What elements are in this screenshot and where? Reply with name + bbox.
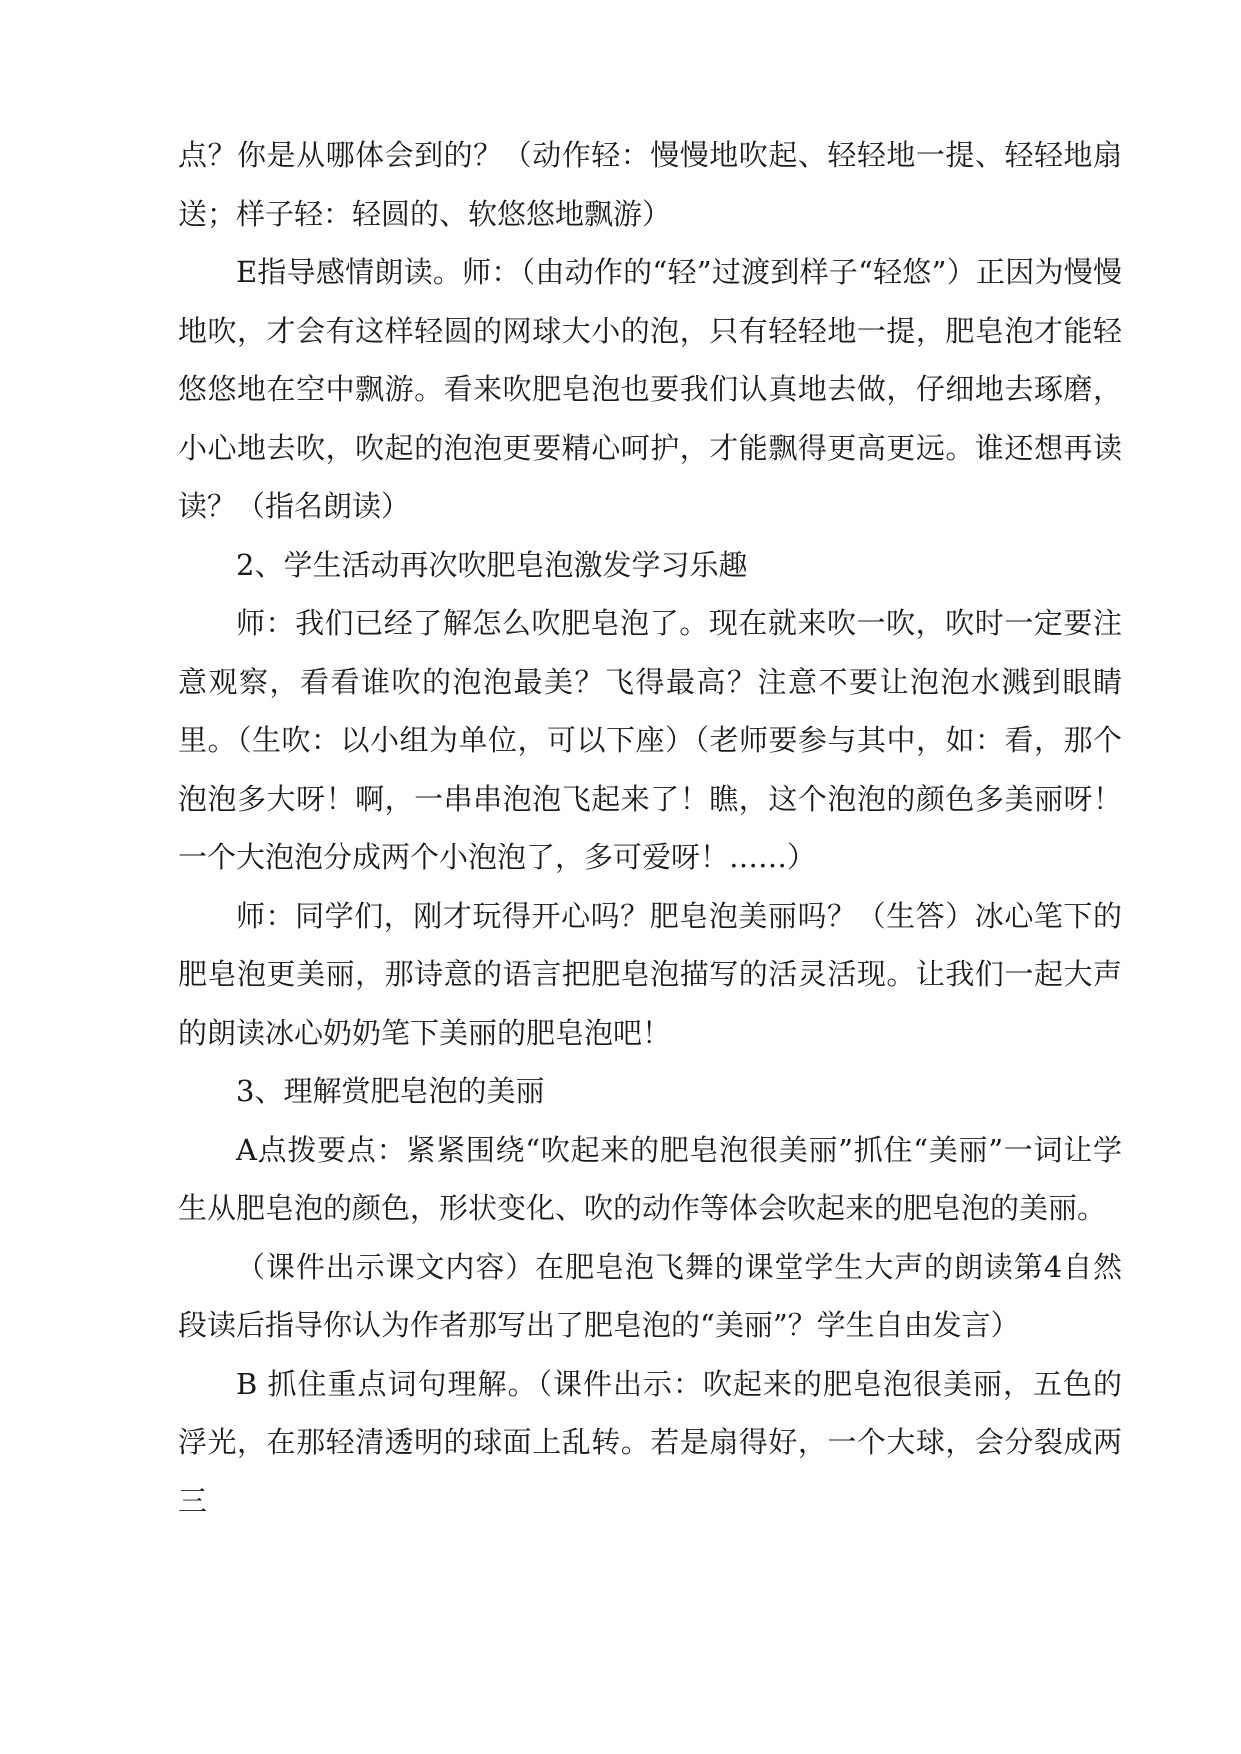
paragraph-continuation: 点？你是从哪体会到的？（动作轻：慢慢地吹起、轻轻地一提、轻轻地扇送；样子轻：轻圆的、软悠悠地飘游） bbox=[178, 138, 1122, 231]
paragraph-teacher-blow-bubbles: 师：我们已经了解怎么吹肥皂泡了。现在就来吹一吹，吹时一定要注意观察，看看谁吹的泡泡最美？飞得最高？注意不要让泡泡水溅到眼睛里。（生吹：以小组为单位，可以下座）（老师要参与其中，如：看，那个泡泡多大呀！啊，一串串泡泡飞起来了！瞧，这个泡泡的颜色多美丽呀！一个大泡泡分成两个小泡泡了，多可爱呀！……） bbox=[178, 606, 1122, 874]
section-heading-2: 2、学生活动再次吹肥皂泡激发学习乐趣 bbox=[236, 547, 748, 582]
paragraph-b-key-sentences: B 抓住重点词句理解。（课件出示：吹起来的肥皂泡很美丽，五色的浮光，在那轻清透明的球面上乱转。若是扇得好，一个大球，会分裂成两三 bbox=[178, 1366, 1122, 1518]
paragraph-e-emotional-reading: E指导感情朗读。师：（由动作的“轻”过渡到样子“轻悠”）正因为慢慢地吹，才会有这样轻圆的网球大小的泡，只有轻轻地一提，肥皂泡才能轻悠悠地在空中飘游。看来吹肥皂泡也要我们认真地去做，仔细地去琢磨，小心地去吹，吹起的泡泡更要精心呵护，才能飘得更高更远。谁还想再读读？（指名朗读） bbox=[178, 255, 1122, 523]
section-heading-3: 3、理解赏肥皂泡的美丽 bbox=[236, 1074, 545, 1108]
paragraph-teacher-happy: 师：同学们，刚才玩得开心吗？肥皂泡美丽吗？（生答）冰心笔下的肥皂泡更美丽，那诗意的语言把肥皂泡描写的活灵活现。让我们一起大声的朗读冰心奶奶笔下美丽的肥皂泡吧！ bbox=[178, 898, 1122, 1050]
document-body bbox=[178, 126, 1122, 1530]
paragraph-a-key-points: A点拨要点：紧紧围绕“吹起来的肥皂泡很美丽”抓住“美丽”一词让学生从肥皂泡的颜色，形状变化、吹的动作等体会吹起来的肥皂泡的美丽。 bbox=[178, 1132, 1122, 1225]
paragraph-courseware-text: （课件出示课文内容）在肥皂泡飞舞的课堂学生大声的朗读第4自然段读后指导你认为作者那写出了肥皂泡的“美丽”？学生自由发言） bbox=[178, 1249, 1122, 1342]
